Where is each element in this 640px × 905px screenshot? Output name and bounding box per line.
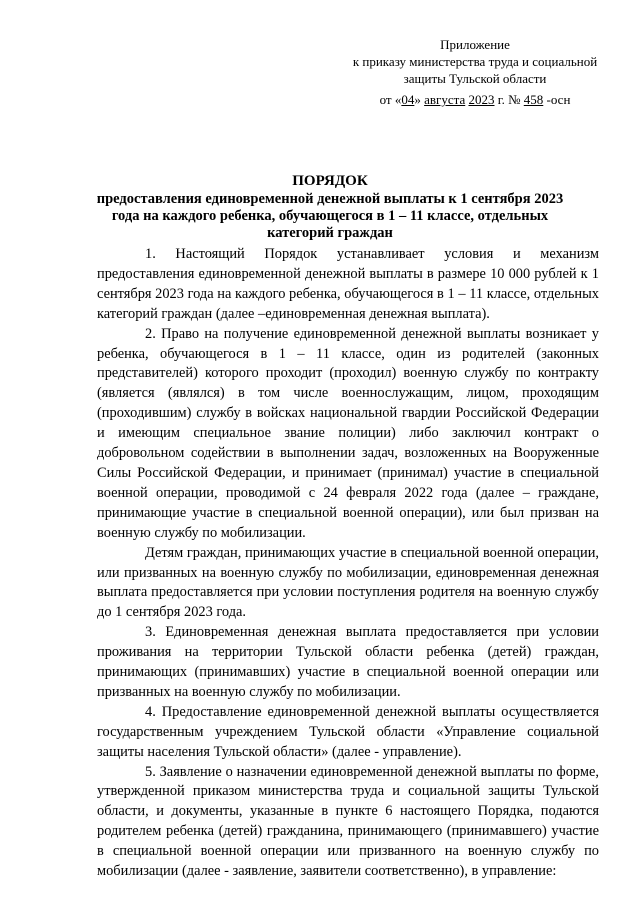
paragraph-3: 3. Единовременная денежная выплата предоставляется при условии проживания на территории Тульской области ребенка (детей) граждан, принимающих (принимавших) участие в специальной военной операции или призванных на военную службу по мобилизации. [97,624,599,700]
date-month: августа [424,92,466,107]
date-prefix: от « [379,92,402,107]
document-body [97,245,599,882]
paragraph-5: 5. Заявление о назначении единовременной денежной выплаты по форме, утвержденной приказом министерства труда и социальной защиты Тульской области, и документы, указанные в пункте 6 настоящего Порядка, подаются родителем ребенка (детей) гражданина, принимающего (принимавшего) участие в специальной военной операции или призванного на военную службу по мобилизации (далее - заявление, заявители соответственно), в управление: [97,763,599,880]
appendix-order-ref: к приказу министерства труда и социальной [352,54,598,69]
appendix-ministry: защиты Тульской области [403,71,547,86]
paragraph-4: 4. Предоставление единовременной денежной выплаты осуществляется государственным учреждением Тульской области «Управление социальной защиты населения Тульской области» (далее - управление). [97,703,599,760]
date-day: 04 [401,92,415,107]
appendix-block [340,36,610,108]
paragraph-2-continuation: Детям граждан, принимающих участие в специальной военной операции, или призванных на военную службу по мобилизации, единовременная денежная выплата предоставляется при условии поступления родителя на военную службу до 1 сентября 2023 года. [97,544,599,621]
date-suffix: г. № [494,92,524,107]
order-number: 458 [523,92,544,107]
title-main: ПОРЯДОК [292,173,368,189]
paragraph-2: 2. Право на получение единовременной денежной выплаты возникает у ребенка, обучающегося в 1 – 11 классе, один из родителей (законных представителей) которого проходит (проходил) военную службу по контракту (является (являлся) в том числе военнослужащим, лицом, проходящим (проходившим) службу в войсках национальной гвардии Российской Федерации и имеющим специальное звание полиции) либо заключил контракт о добровольном содействии в выполнении задач, возложенных на Вооруженные Силы Российской Федерации, и принимает (принимал) участие в специальной военной операции, проводимой с 24 февраля 2022 года (далее – граждане, принимающие участие в специальной военной операции), или был призван на военную службу по мобилизации. [97,325,599,541]
order-suffix: -осн [543,92,571,107]
appendix-date-line [340,91,610,108]
document-title [95,172,565,242]
date-year: 2023 [468,92,495,107]
title-subtitle: предоставления единовременной денежной выплаты к 1 сентября 2023 года на каждого ребенка, обучающегося в 1 – 11 классе, отдельных категорий граждан [96,191,564,241]
date-mid: » [414,92,425,107]
paragraph-1: 1. Настоящий Порядок устанавливает условия и механизм предоставления единовременной денежной выплаты в размере 10 000 рублей к 1 сентября 2023 года на каждого ребенка, обучающегося в 1 – 11 классе, отдельных категорий граждан (далее –единовременная денежная выплата). [97,246,599,322]
appendix-heading: Приложение [440,37,510,52]
